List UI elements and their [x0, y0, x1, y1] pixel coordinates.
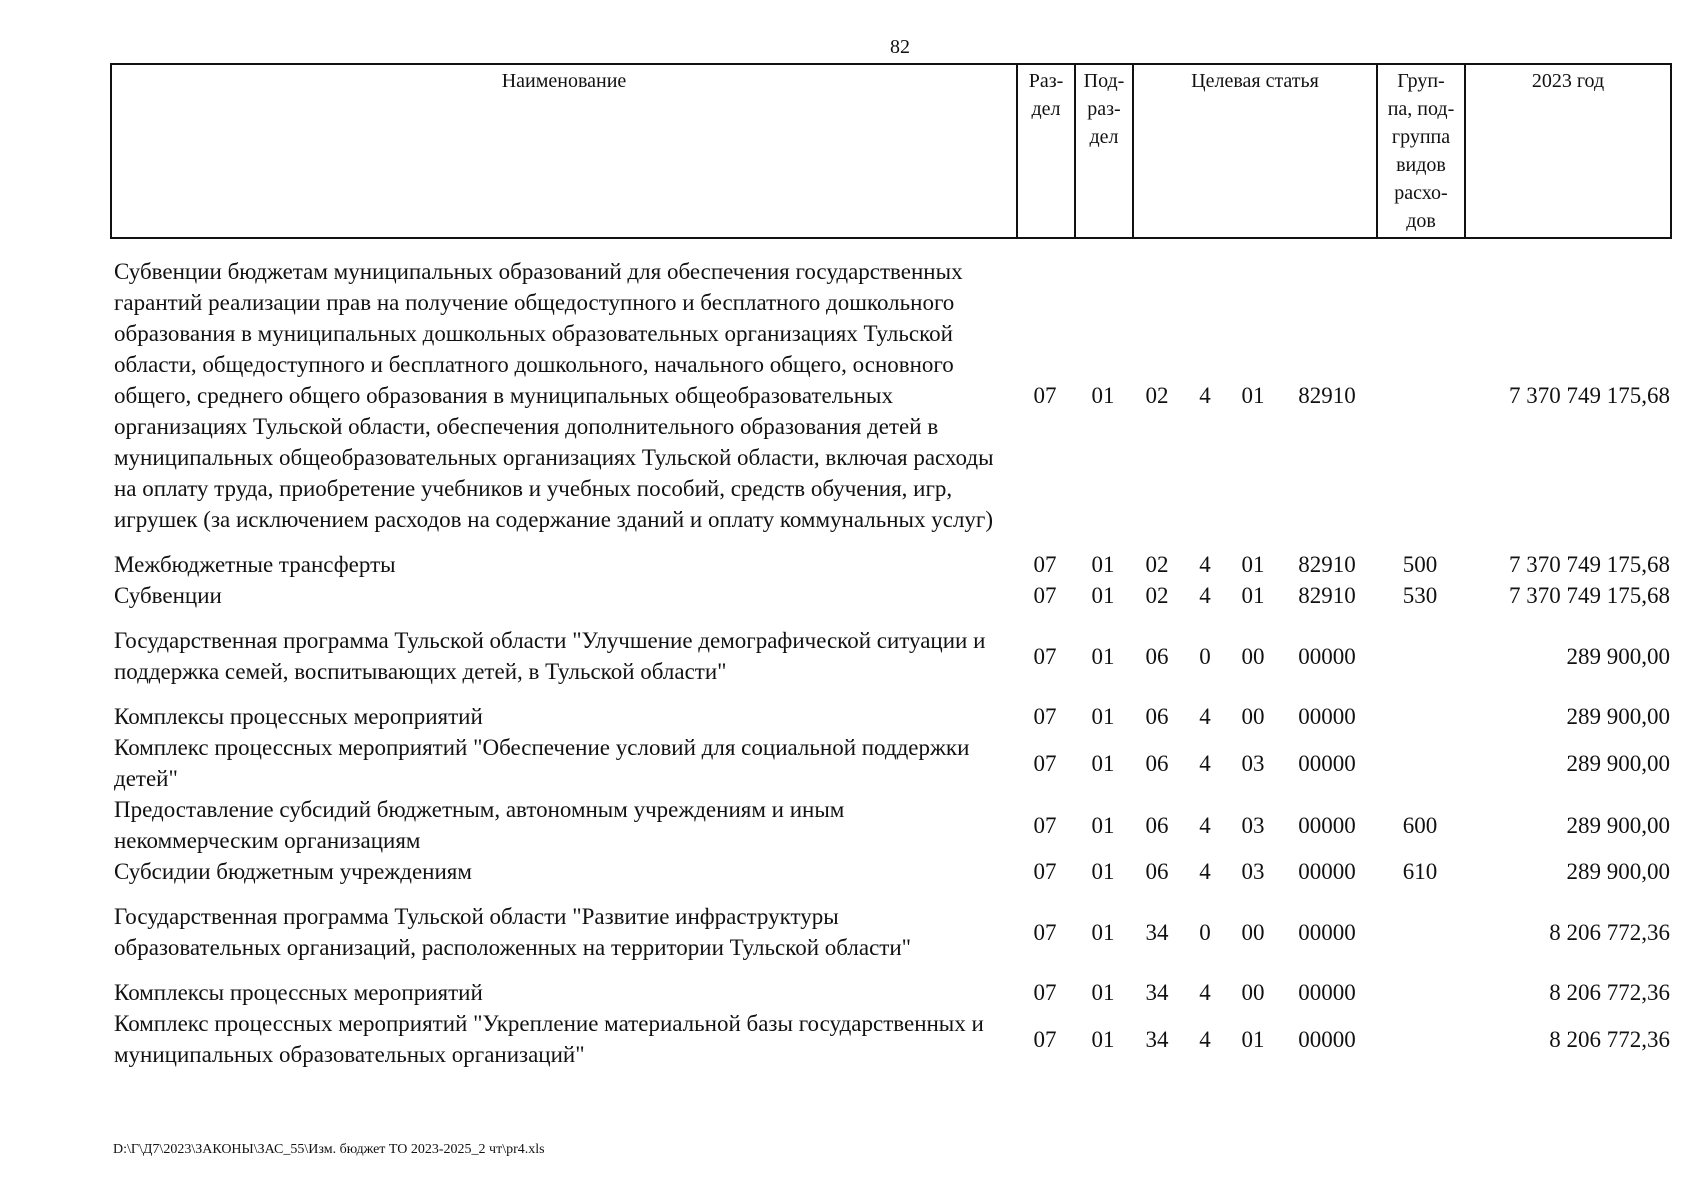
row-target-program: 02 [1145, 583, 1169, 608]
row-target-direction: 82910 [1298, 552, 1356, 577]
row-target-subprogram: 03 [1241, 859, 1265, 884]
row-target-direction: 82910 [1298, 583, 1356, 608]
row-target-program: 06 [1145, 750, 1169, 776]
row-amount: 289 900,00 [1566, 704, 1670, 729]
row-amount: 8 206 772,36 [1549, 919, 1670, 945]
row-target-program: 06 [1145, 704, 1169, 729]
row-expense-group: 530 [1402, 583, 1438, 608]
row-amount: 289 900,00 [1566, 643, 1670, 669]
row-amount: 289 900,00 [1566, 812, 1670, 838]
table-row [110, 856, 1670, 887]
table-row [110, 687, 1670, 732]
row-amount: 7 370 749 175,68 [1509, 583, 1670, 608]
row-target-type: 0 [1199, 919, 1211, 945]
row-target-type: 4 [1199, 704, 1211, 729]
row-name: Комплекс процессных мероприятий "Укрепление материальной базы государственных и муниципальных образовательных организаций" [114, 1011, 984, 1067]
row-podrazdel: 01 [1091, 812, 1115, 838]
row-target-type: 4 [1199, 383, 1211, 408]
table-row [110, 580, 1670, 611]
row-target-direction: 00000 [1298, 980, 1356, 1005]
row-target-program: 34 [1145, 980, 1169, 1005]
row-podrazdel: 01 [1091, 750, 1115, 776]
row-name: Комплексы процессных мероприятий [114, 980, 483, 1005]
row-target-type: 4 [1199, 583, 1211, 608]
row-target-direction: 00000 [1298, 750, 1356, 776]
row-podrazdel: 01 [1091, 383, 1115, 408]
row-razdel: 07 [1033, 704, 1057, 729]
row-expense-group: 600 [1402, 812, 1438, 838]
table-row [110, 1008, 1670, 1070]
row-razdel: 07 [1033, 383, 1057, 408]
row-amount: 8 206 772,36 [1549, 1026, 1670, 1052]
row-podrazdel: 01 [1091, 552, 1115, 577]
row-target-subprogram: 01 [1241, 1026, 1265, 1052]
header-name: Наименование [111, 64, 1017, 238]
row-amount: 7 370 749 175,68 [1509, 383, 1670, 408]
row-target-direction: 00000 [1298, 919, 1356, 945]
row-target-subprogram: 00 [1241, 704, 1265, 729]
row-amount: 289 900,00 [1566, 750, 1670, 776]
row-expense-group [1376, 963, 1464, 1008]
row-podrazdel: 01 [1091, 859, 1115, 884]
row-target-subprogram: 01 [1241, 383, 1265, 408]
row-target-type: 4 [1199, 750, 1211, 776]
row-target-subprogram: 03 [1241, 750, 1265, 776]
row-target-type: 4 [1199, 980, 1211, 1005]
row-expense-group [1376, 611, 1464, 687]
table-row [110, 256, 1670, 535]
row-expense-group: 610 [1402, 859, 1438, 884]
row-amount: 7 370 749 175,68 [1509, 552, 1670, 577]
table-row [110, 535, 1670, 580]
row-name: Субсидии бюджетным учреждениям [114, 859, 472, 884]
header-year: 2023 год [1465, 64, 1671, 238]
budget-table [110, 256, 1670, 1070]
table-row [110, 887, 1670, 963]
row-expense-group [1376, 1008, 1464, 1070]
row-name: Субвенции [114, 583, 222, 608]
file-path-footer: D:\Г\Д7\2023\ЗАКОНЫ\ЗАС_55\Изм. бюджет ТО 2023-2025_2 чт\pr4.xls [113, 1142, 545, 1157]
row-razdel: 07 [1033, 859, 1057, 884]
row-amount: 8 206 772,36 [1549, 980, 1670, 1005]
row-expense-group [1376, 732, 1464, 794]
row-target-direction: 00000 [1298, 859, 1356, 884]
page-number: 82 [890, 36, 910, 58]
header-razdel: Раз- дел [1017, 64, 1075, 238]
row-target-program: 34 [1145, 919, 1169, 945]
row-podrazdel: 01 [1091, 583, 1115, 608]
row-target-type: 4 [1199, 812, 1211, 838]
row-name: Межбюджетные трансферты [114, 552, 396, 577]
row-target-direction: 82910 [1298, 383, 1356, 408]
row-razdel: 07 [1033, 552, 1057, 577]
row-target-subprogram: 00 [1241, 919, 1265, 945]
row-target-subprogram: 00 [1241, 643, 1265, 669]
row-target-direction: 00000 [1298, 1026, 1356, 1052]
header-celevaya-statya: Целевая статья [1133, 64, 1377, 238]
row-name: Государственная программа Тульской области "Улучшение демографической ситуации и поддержка семей, воспитывающих детей, в Тульской области" [114, 628, 986, 684]
row-target-program: 06 [1145, 859, 1169, 884]
row-razdel: 07 [1033, 919, 1057, 945]
row-razdel: 07 [1033, 980, 1057, 1005]
row-podrazdel: 01 [1091, 1026, 1115, 1052]
row-name: Комплекс процессных мероприятий "Обеспечение условий для социальной поддержки детей" [114, 735, 970, 791]
row-razdel: 07 [1033, 1026, 1057, 1052]
table-row [110, 963, 1670, 1008]
row-name: Субвенции бюджетам муниципальных образований для обеспечения государственных гарантий реализации прав на получение общедоступного и бесплатного дошкольного образования в муниципальных дошкольных образовательных организациях Тульской области, общедоступного и бесплатного дошкольного, начального общего, основного общего, среднего общего образования в муниципальных общеобразовательных организациях Тульской области, обеспечения дополнительного образования детей в муниципальных общеобразовательных организациях Тульской области, включая расходы на оплату труда, приобретение учебников и учебных пособий, средств обучения, игр, игрушек (за исключением расходов на содержание зданий и оплату коммунальных услуг) [114, 259, 994, 532]
row-target-program: 02 [1145, 552, 1169, 577]
row-target-subprogram: 03 [1241, 812, 1265, 838]
row-podrazdel: 01 [1091, 980, 1115, 1005]
row-razdel: 07 [1033, 750, 1057, 776]
table-row [110, 611, 1670, 687]
row-target-direction: 00000 [1298, 704, 1356, 729]
row-name: Государственная программа Тульской области "Развитие инфраструктуры образовательных организаций, расположенных на территории Тульской области" [114, 904, 912, 960]
row-name: Предоставление субсидий бюджетным, автономным учреждениям и иным некоммерческим организациям [114, 797, 845, 853]
row-target-direction: 00000 [1298, 812, 1356, 838]
row-target-subprogram: 01 [1241, 552, 1265, 577]
row-target-type: 4 [1199, 859, 1211, 884]
table-row [110, 732, 1670, 794]
row-name: Комплексы процессных мероприятий [114, 704, 483, 729]
row-podrazdel: 01 [1091, 643, 1115, 669]
row-expense-group [1376, 687, 1464, 732]
row-target-program: 06 [1145, 812, 1169, 838]
row-razdel: 07 [1033, 643, 1057, 669]
table-row [110, 794, 1670, 856]
table-header [110, 63, 1672, 239]
row-razdel: 07 [1033, 812, 1057, 838]
row-expense-group [1376, 887, 1464, 963]
row-expense-group [1376, 256, 1464, 535]
row-razdel: 07 [1033, 583, 1057, 608]
row-target-subprogram: 00 [1241, 980, 1265, 1005]
header-podrazdel: Под- раз- дел [1075, 64, 1133, 238]
header-gruppa: Груп- па, под- группа видов расхо- дов [1377, 64, 1465, 238]
row-target-type: 0 [1199, 643, 1211, 669]
row-target-program: 02 [1145, 383, 1169, 408]
row-target-program: 34 [1145, 1026, 1169, 1052]
row-target-program: 06 [1145, 643, 1169, 669]
row-amount: 289 900,00 [1566, 859, 1670, 884]
row-podrazdel: 01 [1091, 704, 1115, 729]
row-target-direction: 00000 [1298, 643, 1356, 669]
row-target-subprogram: 01 [1241, 583, 1265, 608]
row-podrazdel: 01 [1091, 919, 1115, 945]
row-target-type: 4 [1199, 552, 1211, 577]
row-target-type: 4 [1199, 1026, 1211, 1052]
row-expense-group: 500 [1402, 552, 1438, 577]
